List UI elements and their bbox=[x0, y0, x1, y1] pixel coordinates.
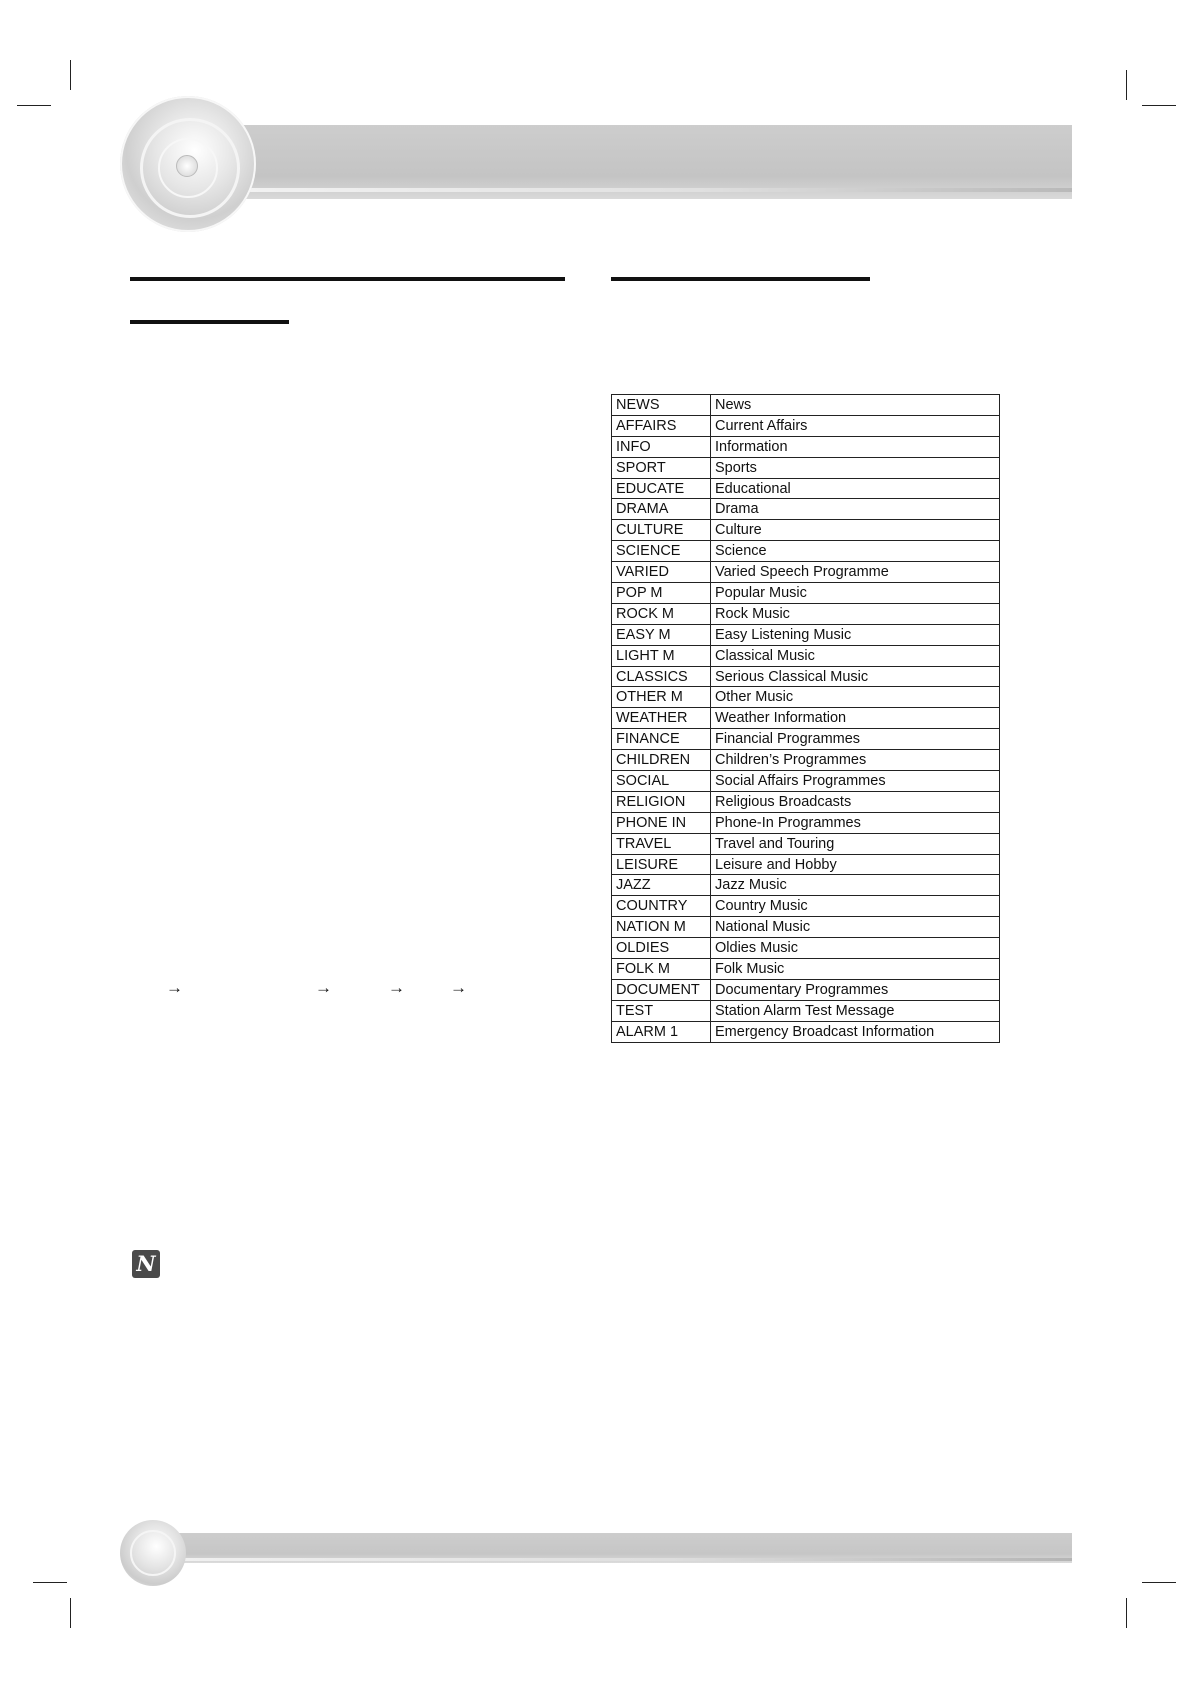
table-row bbox=[612, 750, 1000, 771]
crop-mark bbox=[1142, 1582, 1176, 1583]
pty-meaning-cell: Oldies Music bbox=[711, 938, 1000, 959]
pty-meaning-cell: Rock Music bbox=[711, 603, 1000, 624]
pty-meaning-cell: Folk Music bbox=[711, 959, 1000, 980]
pty-code-cell: TEST bbox=[612, 1000, 711, 1021]
crop-mark bbox=[70, 60, 71, 90]
pty-code-cell: INFO bbox=[612, 436, 711, 457]
table-row bbox=[612, 436, 1000, 457]
pty-code-cell: SCIENCE bbox=[612, 541, 711, 562]
table-row bbox=[612, 395, 1000, 416]
table-row bbox=[612, 583, 1000, 604]
pty-meaning-cell: Children’s Programmes bbox=[711, 750, 1000, 771]
table-row bbox=[612, 603, 1000, 624]
pty-code-cell: ALARM 1 bbox=[612, 1021, 711, 1042]
footer-disc-ring bbox=[130, 1530, 176, 1576]
table-row bbox=[612, 771, 1000, 792]
table-row bbox=[612, 562, 1000, 583]
left-subsection-rule bbox=[130, 320, 289, 324]
pty-meaning-cell: Documentary Programmes bbox=[711, 979, 1000, 1000]
pty-meaning-cell: Popular Music bbox=[711, 583, 1000, 604]
table-row bbox=[612, 875, 1000, 896]
pty-meaning-cell: National Music bbox=[711, 917, 1000, 938]
crop-mark bbox=[1126, 70, 1127, 100]
pty-code-cell: FOLK M bbox=[612, 959, 711, 980]
pty-meaning-cell: Varied Speech Programme bbox=[711, 562, 1000, 583]
pty-meaning-cell: Other Music bbox=[711, 687, 1000, 708]
crop-mark bbox=[33, 1582, 67, 1583]
pty-meaning-cell: Weather Information bbox=[711, 708, 1000, 729]
disc-hub bbox=[176, 155, 198, 177]
crop-mark bbox=[1126, 1598, 1127, 1628]
table-row bbox=[612, 791, 1000, 812]
table-row bbox=[612, 917, 1000, 938]
pty-meaning-cell: Drama bbox=[711, 499, 1000, 520]
table-row bbox=[612, 1000, 1000, 1021]
pty-code-cell: NEWS bbox=[612, 395, 711, 416]
table-row bbox=[612, 708, 1000, 729]
pty-code-cell: COUNTRY bbox=[612, 896, 711, 917]
pty-meaning-cell: Station Alarm Test Message bbox=[711, 1000, 1000, 1021]
pty-meaning-cell: Serious Classical Music bbox=[711, 666, 1000, 687]
table-row bbox=[612, 478, 1000, 499]
table-row bbox=[612, 499, 1000, 520]
pty-meaning-cell: Travel and Touring bbox=[711, 833, 1000, 854]
pty-code-cell: VARIED bbox=[612, 562, 711, 583]
pty-code-cell: JAZZ bbox=[612, 875, 711, 896]
table-row bbox=[612, 979, 1000, 1000]
sequence-arrow-icon: → bbox=[166, 978, 183, 997]
table-row bbox=[612, 854, 1000, 875]
crop-mark bbox=[1142, 105, 1176, 106]
table-row bbox=[612, 896, 1000, 917]
pty-meaning-cell: Country Music bbox=[711, 896, 1000, 917]
pty-code-cell: AFFAIRS bbox=[612, 415, 711, 436]
pty-meaning-cell: Leisure and Hobby bbox=[711, 854, 1000, 875]
pty-code-cell: CLASSICS bbox=[612, 666, 711, 687]
table-row bbox=[612, 457, 1000, 478]
table-row bbox=[612, 959, 1000, 980]
pty-meaning-cell: Jazz Music bbox=[711, 875, 1000, 896]
footer-underline bbox=[178, 1558, 1072, 1561]
pty-code-cell: WEATHER bbox=[612, 708, 711, 729]
pty-code-cell: EASY M bbox=[612, 624, 711, 645]
pty-code-cell: DOCUMENT bbox=[612, 979, 711, 1000]
pty-table-body bbox=[612, 395, 1000, 1043]
sequence-arrow-icon: → bbox=[450, 978, 467, 997]
pty-meaning-cell: Phone-In Programmes bbox=[711, 812, 1000, 833]
pty-meaning-cell: Current Affairs bbox=[711, 415, 1000, 436]
table-row bbox=[612, 541, 1000, 562]
table-row bbox=[612, 833, 1000, 854]
pty-code-cell: CULTURE bbox=[612, 520, 711, 541]
pty-code-cell: ROCK M bbox=[612, 603, 711, 624]
sequence-arrow-icon: → bbox=[388, 978, 405, 997]
pty-code-cell: SPORT bbox=[612, 457, 711, 478]
pty-code-cell: LIGHT M bbox=[612, 645, 711, 666]
pty-meaning-cell: Sports bbox=[711, 457, 1000, 478]
table-row bbox=[612, 938, 1000, 959]
pty-meaning-cell: Emergency Broadcast Information bbox=[711, 1021, 1000, 1042]
pty-meaning-cell: Financial Programmes bbox=[711, 729, 1000, 750]
pty-table bbox=[611, 394, 1000, 1043]
table-row bbox=[612, 666, 1000, 687]
pty-code-cell: DRAMA bbox=[612, 499, 711, 520]
pty-code-cell: RELIGION bbox=[612, 791, 711, 812]
note-icon: N bbox=[132, 1250, 160, 1278]
pty-meaning-cell: Educational bbox=[711, 478, 1000, 499]
pty-code-cell: OLDIES bbox=[612, 938, 711, 959]
pty-meaning-cell: Classical Music bbox=[711, 645, 1000, 666]
pty-code-cell: CHILDREN bbox=[612, 750, 711, 771]
table-row bbox=[612, 687, 1000, 708]
pty-code-cell: EDUCATE bbox=[612, 478, 711, 499]
table-row bbox=[612, 415, 1000, 436]
pty-code-cell: POP M bbox=[612, 583, 711, 604]
pty-meaning-cell: Religious Broadcasts bbox=[711, 791, 1000, 812]
table-row bbox=[612, 1021, 1000, 1042]
table-row bbox=[612, 645, 1000, 666]
pty-code-cell: SOCIAL bbox=[612, 771, 711, 792]
pty-code-cell: LEISURE bbox=[612, 854, 711, 875]
table-row bbox=[612, 520, 1000, 541]
right-section-rule bbox=[611, 277, 870, 281]
header-underline bbox=[240, 188, 1072, 192]
pty-meaning-cell: Information bbox=[711, 436, 1000, 457]
pty-code-cell: TRAVEL bbox=[612, 833, 711, 854]
table-row bbox=[612, 624, 1000, 645]
pty-code-cell: OTHER M bbox=[612, 687, 711, 708]
crop-mark bbox=[17, 105, 51, 106]
pty-meaning-cell: Science bbox=[711, 541, 1000, 562]
pty-code-cell: PHONE IN bbox=[612, 812, 711, 833]
pty-meaning-cell: Easy Listening Music bbox=[711, 624, 1000, 645]
pty-meaning-cell: Social Affairs Programmes bbox=[711, 771, 1000, 792]
crop-mark bbox=[70, 1598, 71, 1628]
table-row bbox=[612, 729, 1000, 750]
pty-code-cell: FINANCE bbox=[612, 729, 711, 750]
left-section-rule bbox=[130, 277, 565, 281]
table-row bbox=[612, 812, 1000, 833]
pty-meaning-cell: Culture bbox=[711, 520, 1000, 541]
sequence-arrow-icon: → bbox=[315, 978, 332, 997]
pty-code-cell: NATION M bbox=[612, 917, 711, 938]
pty-meaning-cell: News bbox=[711, 395, 1000, 416]
